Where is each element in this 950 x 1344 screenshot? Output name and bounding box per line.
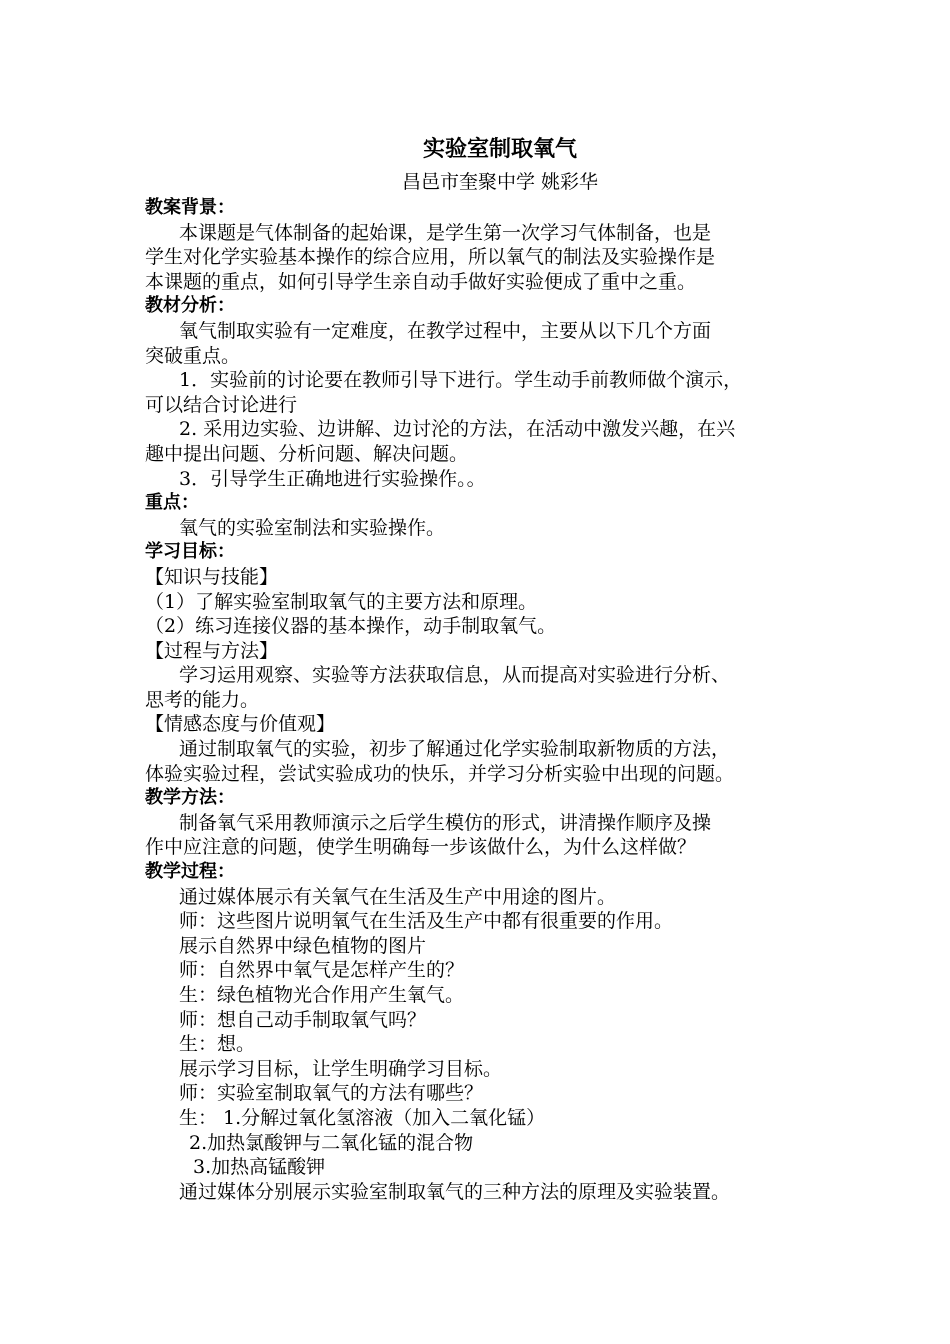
paragraph-line: 氧气制取实验有一定难度，在教学过程中，主要从以下几个方面 xyxy=(179,319,712,342)
paragraph-line: 趣中提出问题、分析问题、解决问题。 xyxy=(145,442,469,465)
paragraph-line: 本课题是气体制备的起始课，是学生第一次学习气体制备，也是 xyxy=(179,221,712,244)
document-page xyxy=(145,133,835,1204)
paragraph-line: 学习运用观察、实验等方法获取信息，从而提高对实验进行分析、 xyxy=(179,664,731,687)
paragraph-line: 突破重点。 xyxy=(145,344,241,367)
paragraph-line: 师：实验室制取氧气的方法有哪些？ xyxy=(179,1082,484,1105)
section-heading-analysis: 教材分析： xyxy=(145,295,235,317)
paragraph-line: 通过媒体分别展示实验室制取氧气的三种方法的原理及实验装置。 xyxy=(179,1180,731,1203)
list-item: 2. 采用边实验、边讲解、边讨沦的方法，在活动中激发兴趣，在兴 xyxy=(179,418,736,441)
paragraph-line: 本课题的重点，如何引导学生亲自动手做好实验便成了重中之重。 xyxy=(145,270,697,293)
section-heading-key-points: 重点： xyxy=(145,492,199,514)
paragraph-line: 通过媒体展示有关氧气在生活及生产中用途的图片。 xyxy=(179,885,617,908)
paragraph-line: 展示自然界中绿色植物的图片 xyxy=(179,934,427,957)
paragraph-line: 思考的能力。 xyxy=(145,688,260,711)
list-item: （2）练习连接仪器的基本操作，动手制取氧气。 xyxy=(145,615,557,638)
list-item: 3.加热高锰酸钾 xyxy=(193,1156,326,1179)
subheading-knowledge: 【知识与技能】 xyxy=(145,565,279,588)
paragraph-line: 生：想。 xyxy=(179,1033,256,1056)
section-heading-method: 教学方法： xyxy=(145,787,235,809)
paragraph-line: 展示学习目标，让学生明确学习目标。 xyxy=(179,1057,503,1080)
section-heading-procedure: 教学过程： xyxy=(145,861,235,883)
list-item: 3．引导学生正确地进行实验操作。。 xyxy=(179,467,486,490)
section-heading-goals: 学习目标： xyxy=(145,541,235,563)
paragraph-line: 可以结合讨论进行 xyxy=(145,393,298,416)
paragraph-line: 生： 1.分解过氧化氢溶液（加入二氧化锰） xyxy=(179,1106,546,1129)
paragraph-line: 师：自然界中氧气是怎样产生的？ xyxy=(179,959,465,982)
paragraph-line: 通过制取氧气的实验，初步了解通过化学实验制取新物质的方法， xyxy=(179,738,731,761)
document-title: 实验室制取氧气 xyxy=(422,137,577,162)
paragraph-line: 氧气的实验室制法和实验操作。 xyxy=(179,516,446,539)
paragraph-line: 制备氧气采用教师演示之后学生模仿的形式，讲清操作顺序及操 xyxy=(179,811,712,834)
paragraph-line: 师：想自己动手制取氧气吗？ xyxy=(179,1008,427,1031)
list-item: （1）了解实验室制取氧气的主要方法和原理。 xyxy=(145,590,538,613)
document-author: 昌邑市奎聚中学 姚彩华 xyxy=(401,171,599,193)
paragraph-line: 作中应注意的问题，使学生明确每一步该做什么，为什么这样做？ xyxy=(145,836,697,859)
paragraph-line: 学生对化学实验基本操作的综合应用，所以氧气的制法及实验操作是 xyxy=(145,246,716,269)
paragraph-line: 师：这些图片说明氧气在生活及生产中都有很重要的作用。 xyxy=(179,910,674,933)
paragraph-line: 生：绿色植物光合作用产生氧气。 xyxy=(179,984,465,1006)
subheading-emotion: 【情感态度与价值观】 xyxy=(145,713,336,736)
subheading-process: 【过程与方法】 xyxy=(145,639,279,662)
list-item: 2.加热氯酸钾与二氧化锰的混合物 xyxy=(189,1131,474,1154)
paragraph-line: 体验实验过程，尝试实验成功的快乐，并学习分析实验中出现的问题。 xyxy=(145,762,735,785)
section-heading-background: 教案背景： xyxy=(145,197,235,218)
list-item: 1．实验前的讨论要在教师引导下进行。学生动手前教师做个演示， xyxy=(179,369,743,392)
